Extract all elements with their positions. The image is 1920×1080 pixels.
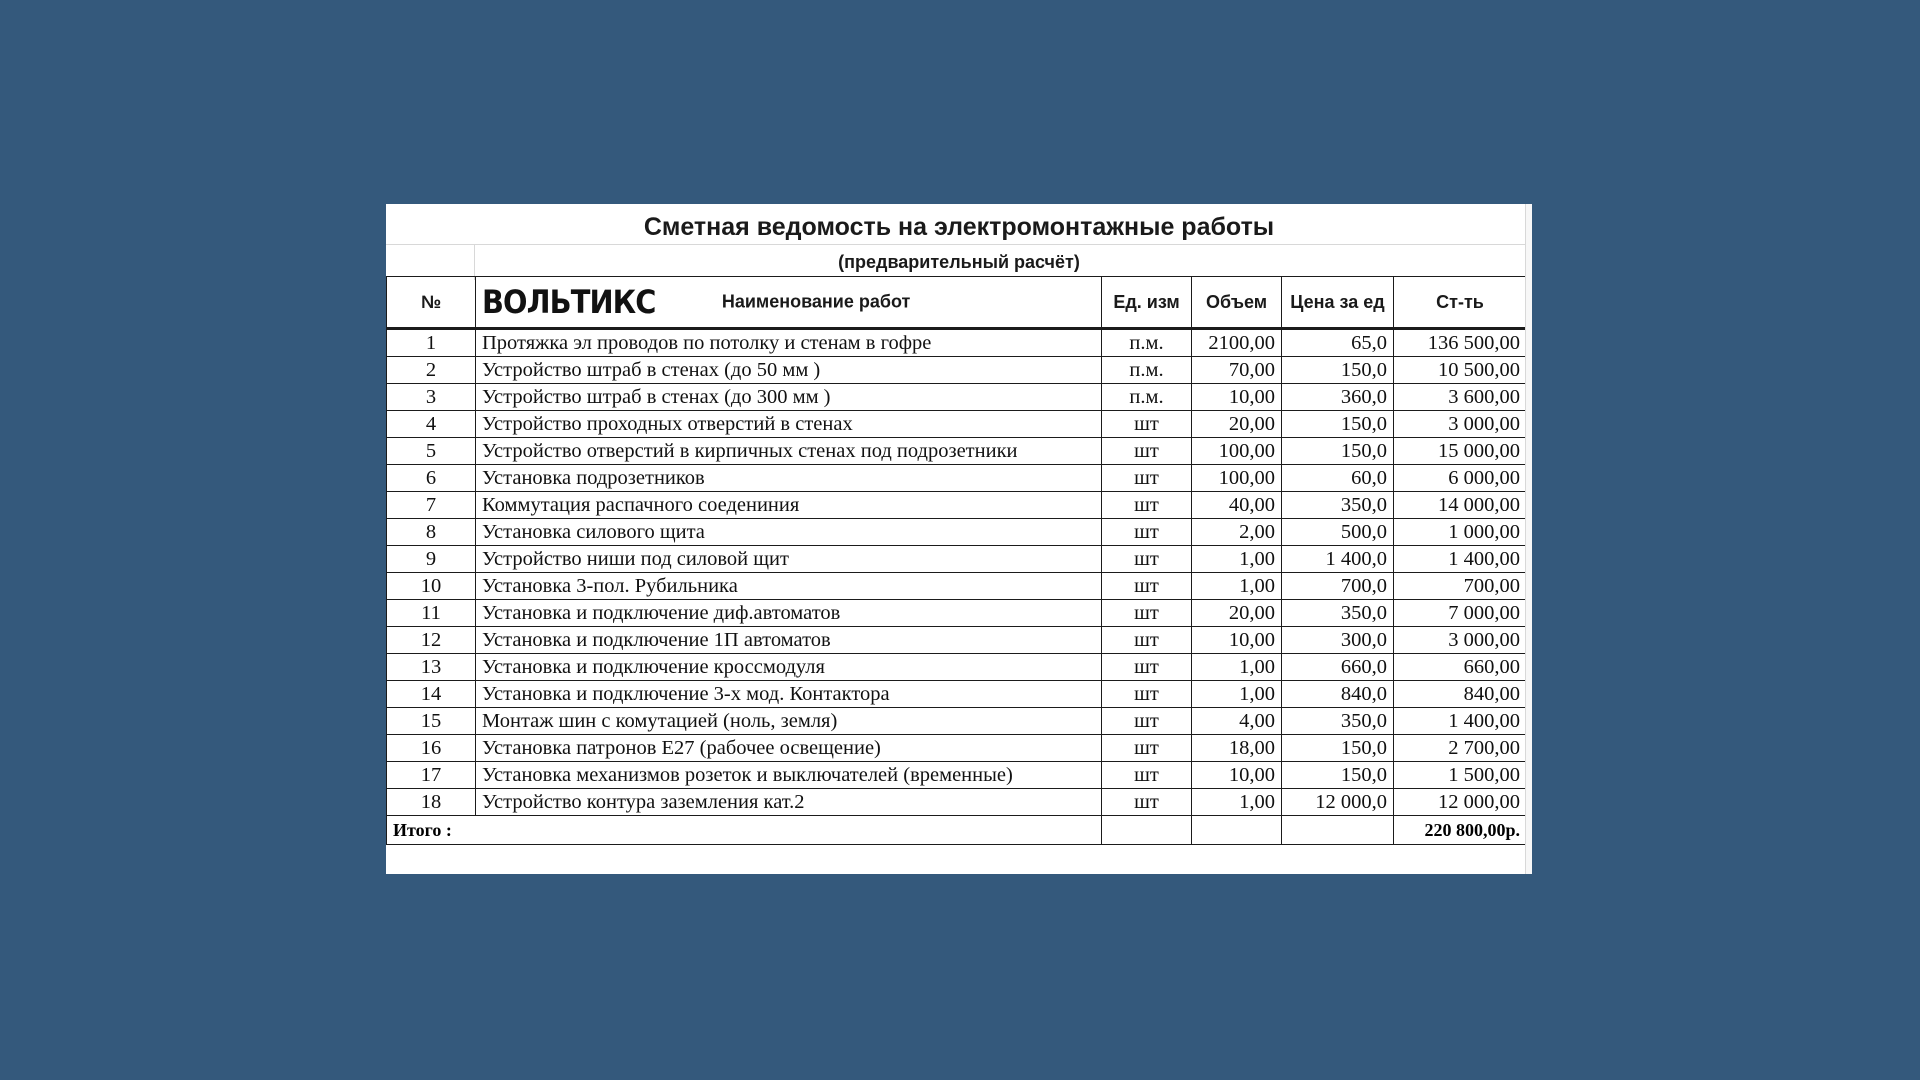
row-price: 840,0: [1282, 681, 1394, 708]
row-price: 60,0: [1282, 465, 1394, 492]
row-unit: шт: [1102, 789, 1192, 816]
row-name: Устройство штраб в стенах (до 50 мм ): [476, 357, 1102, 384]
row-unit: шт: [1102, 681, 1192, 708]
row-volume: 10,00: [1192, 627, 1282, 654]
table-row: [387, 546, 1527, 573]
table-row: [387, 627, 1527, 654]
row-cost: 136 500,00: [1394, 329, 1527, 357]
row-price: 150,0: [1282, 438, 1394, 465]
total-empty-volume: [1192, 816, 1282, 845]
row-name: Установка патронов Е27 (рабочее освещение): [476, 735, 1102, 762]
row-name: Устройство контура заземления кат.2: [476, 789, 1102, 816]
table-row: [387, 492, 1527, 519]
header-name: Наименование работ: [721, 291, 911, 312]
row-price: 350,0: [1282, 600, 1394, 627]
row-cost: 660,00: [1394, 654, 1527, 681]
row-volume: 1,00: [1192, 573, 1282, 600]
row-volume: 2100,00: [1192, 329, 1282, 357]
row-cost: 3 000,00: [1394, 411, 1527, 438]
row-unit: шт: [1102, 573, 1192, 600]
row-volume: 1,00: [1192, 546, 1282, 573]
total-empty-unit: [1102, 816, 1192, 845]
table-row: [387, 411, 1527, 438]
row-name: Коммутация распачного соедениния: [476, 492, 1102, 519]
row-name: Установка подрозетников: [476, 465, 1102, 492]
total-value: 220 800,00р.: [1394, 816, 1527, 845]
row-unit: шт: [1102, 411, 1192, 438]
row-volume: 10,00: [1192, 384, 1282, 411]
row-price: 360,0: [1282, 384, 1394, 411]
document-title: Сметная ведомость на электромонтажные работы: [643, 213, 1275, 241]
row-cost: 10 500,00: [1394, 357, 1527, 384]
row-price: 150,0: [1282, 735, 1394, 762]
table-row: [387, 708, 1527, 735]
total-row: [387, 816, 1527, 845]
row-cost: 14 000,00: [1394, 492, 1527, 519]
row-price: 150,0: [1282, 357, 1394, 384]
row-volume: 20,00: [1192, 600, 1282, 627]
row-cost: 840,00: [1394, 681, 1527, 708]
row-unit: шт: [1102, 519, 1192, 546]
sheet-right-edge: [1525, 204, 1532, 874]
row-num: 16: [387, 735, 476, 762]
row-unit: шт: [1102, 546, 1192, 573]
header-cost: Ст-ть: [1394, 277, 1527, 329]
row-name: Монтаж шин с комутацией (ноль, земля): [476, 708, 1102, 735]
row-name: Протяжка эл проводов по потолку и стенам в гофре: [476, 329, 1102, 357]
row-unit: шт: [1102, 708, 1192, 735]
row-unit: п.м.: [1102, 357, 1192, 384]
document-subtitle: (предварительный расчёт): [838, 252, 1080, 272]
row-num: 15: [387, 708, 476, 735]
row-volume: 2,00: [1192, 519, 1282, 546]
row-price: 150,0: [1282, 762, 1394, 789]
total-label: Итого :: [387, 816, 1102, 845]
header-unit: Ед. изм: [1102, 277, 1192, 329]
table-row: [387, 329, 1527, 357]
row-volume: 4,00: [1192, 708, 1282, 735]
row-num: 4: [387, 411, 476, 438]
row-cost: 1 500,00: [1394, 762, 1527, 789]
row-price: 300,0: [1282, 627, 1394, 654]
row-cost: 3 000,00: [1394, 627, 1527, 654]
header-num: №: [387, 277, 476, 329]
row-name: Установка и подключение диф.автоматов: [476, 600, 1102, 627]
row-unit: шт: [1102, 492, 1192, 519]
table-row: [387, 465, 1527, 492]
row-cost: 1 400,00: [1394, 708, 1527, 735]
table-row: [387, 357, 1527, 384]
row-name: Установка и подключение 3-х мод. Контактора: [476, 681, 1102, 708]
row-name: Установка 3-пол. Рубильника: [476, 573, 1102, 600]
row-volume: 10,00: [1192, 762, 1282, 789]
row-cost: 700,00: [1394, 573, 1527, 600]
row-num: 18: [387, 789, 476, 816]
row-name: Устройство отверстий в кирпичных стенах под подрозетники: [476, 438, 1102, 465]
row-num: 10: [387, 573, 476, 600]
row-num: 12: [387, 627, 476, 654]
table-row: [387, 735, 1527, 762]
row-price: 1 400,0: [1282, 546, 1394, 573]
row-num: 9: [387, 546, 476, 573]
row-unit: шт: [1102, 735, 1192, 762]
row-volume: 40,00: [1192, 492, 1282, 519]
row-cost: 2 700,00: [1394, 735, 1527, 762]
row-name: Установка и подключение кроссмодуля: [476, 654, 1102, 681]
row-price: 350,0: [1282, 492, 1394, 519]
row-num: 7: [387, 492, 476, 519]
header-price: Цена за ед: [1282, 277, 1394, 329]
row-num: 13: [387, 654, 476, 681]
table-row: [387, 681, 1527, 708]
row-cost: 15 000,00: [1394, 438, 1527, 465]
table-row: [387, 600, 1527, 627]
row-unit: п.м.: [1102, 329, 1192, 357]
row-num: 8: [387, 519, 476, 546]
header-volume: Объем: [1192, 277, 1282, 329]
estimate-sheet: [386, 204, 1532, 874]
row-num: 11: [387, 600, 476, 627]
row-price: 500,0: [1282, 519, 1394, 546]
total-empty-price: [1282, 816, 1394, 845]
row-num: 5: [387, 438, 476, 465]
row-volume: 18,00: [1192, 735, 1282, 762]
row-volume: 1,00: [1192, 654, 1282, 681]
row-volume: 100,00: [1192, 438, 1282, 465]
row-volume: 20,00: [1192, 411, 1282, 438]
row-name: Установка силового щита: [476, 519, 1102, 546]
row-unit: шт: [1102, 627, 1192, 654]
row-unit: шт: [1102, 654, 1192, 681]
row-volume: 1,00: [1192, 789, 1282, 816]
table-row: [387, 654, 1527, 681]
row-name: Устройство штраб в стенах (до 300 мм ): [476, 384, 1102, 411]
table-row: [387, 438, 1527, 465]
row-volume: 70,00: [1192, 357, 1282, 384]
row-cost: 12 000,00: [1394, 789, 1527, 816]
row-price: 65,0: [1282, 329, 1394, 357]
row-cost: 6 000,00: [1394, 465, 1527, 492]
table-row: [387, 573, 1527, 600]
row-name: Установка и подключение 1П автоматов: [476, 627, 1102, 654]
row-num: 14: [387, 681, 476, 708]
row-unit: п.м.: [1102, 384, 1192, 411]
row-cost: 7 000,00: [1394, 600, 1527, 627]
row-unit: шт: [1102, 762, 1192, 789]
row-num: 6: [387, 465, 476, 492]
row-num: 1: [387, 329, 476, 357]
table-header-row: [387, 277, 1527, 329]
voltiks-logo: ВОЛЬТИКС: [482, 283, 656, 321]
table-body: [387, 329, 1527, 816]
row-num: 17: [387, 762, 476, 789]
row-num: 2: [387, 357, 476, 384]
row-name: Установка механизмов розеток и выключателей (временные): [476, 762, 1102, 789]
row-unit: шт: [1102, 438, 1192, 465]
row-price: 150,0: [1282, 411, 1394, 438]
row-volume: 1,00: [1192, 681, 1282, 708]
table-row: [387, 762, 1527, 789]
table-row: [387, 789, 1527, 816]
row-cost: 3 600,00: [1394, 384, 1527, 411]
row-cost: 1 400,00: [1394, 546, 1527, 573]
row-price: 12 000,0: [1282, 789, 1394, 816]
row-name: Устройство ниши под силовой щит: [476, 546, 1102, 573]
row-price: 350,0: [1282, 708, 1394, 735]
estimate-table: [386, 276, 1527, 845]
row-unit: шт: [1102, 465, 1192, 492]
row-cost: 1 000,00: [1394, 519, 1527, 546]
row-num: 3: [387, 384, 476, 411]
row-volume: 100,00: [1192, 465, 1282, 492]
table-row: [387, 384, 1527, 411]
row-unit: шт: [1102, 600, 1192, 627]
table-row: [387, 519, 1527, 546]
row-name: Устройство проходных отверстий в стенах: [476, 411, 1102, 438]
row-price: 660,0: [1282, 654, 1394, 681]
row-price: 700,0: [1282, 573, 1394, 600]
header-name-cell: [476, 277, 1102, 329]
